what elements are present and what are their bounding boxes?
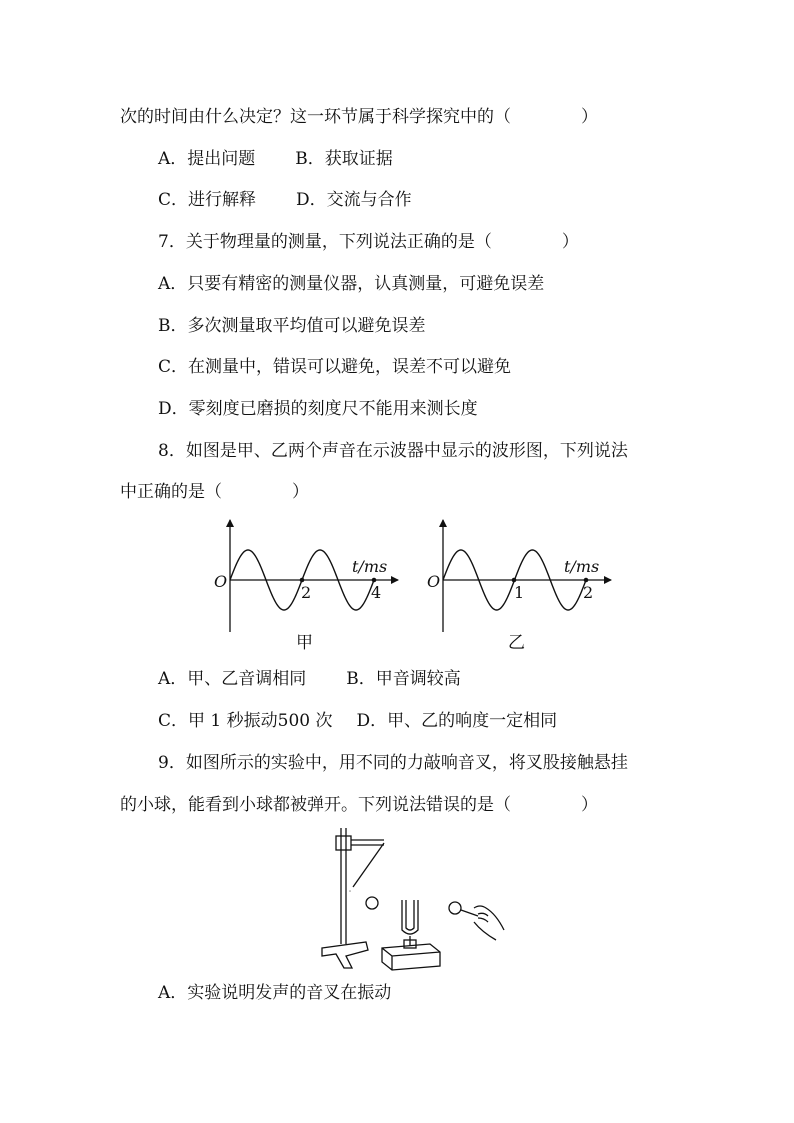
q8-option-b: B．甲音调较高 (346, 669, 461, 689)
pendulum-ball-rest (366, 897, 378, 909)
q9-stem-line1: 9．如图所示的实验中，用不同的力敲响音叉，将叉股接触悬挂 (158, 753, 628, 773)
q8-option-a: A．甲、乙音调相同 (158, 669, 307, 689)
q7-stem-text: 7．关于物理量的测量，下列说法正确的是（ (158, 232, 492, 252)
stand-clamp (336, 836, 351, 850)
hand (474, 906, 504, 940)
tick-dot (584, 578, 589, 583)
pendulum-string (353, 843, 384, 887)
q7-option-d: D．零刻度已磨损的刻度尺不能用来测长度 (158, 399, 478, 419)
q9-stem-text: 的小球，能看到小球都被弹开。下列说法错误的是（ (120, 795, 511, 815)
waveform-yi (427, 520, 611, 653)
figure-caption: 乙 (508, 633, 525, 653)
tick-label: 4 (371, 583, 382, 602)
hand-ball (449, 902, 461, 914)
tuning-fork-apparatus (322, 828, 504, 970)
tick-label: 2 (583, 583, 594, 602)
t-axis-label: t/ms (564, 557, 600, 576)
tick-dot (300, 578, 305, 583)
q8-options-row1 (158, 669, 461, 689)
q7-option-c: C．在测量中，错误可以避免，误差不可以避免 (158, 357, 512, 377)
tick-label: 1 (514, 583, 525, 602)
q8-options-row2 (158, 711, 557, 731)
q6-option-c: C．进行解释 (158, 190, 257, 210)
q8-option-d: D．甲、乙的响度一定相同 (356, 711, 558, 731)
q7-close-paren: ） (561, 232, 579, 252)
q7-option-b: B．多次测量取平均值可以避免误差 (158, 316, 426, 336)
q9-close-paren: ） (581, 795, 598, 815)
q8-close-paren: ） (292, 482, 309, 502)
tick-dot (512, 578, 517, 583)
stand-base (322, 942, 368, 968)
q8-option-c: C．甲 1 秒振动500 次 (158, 711, 333, 731)
figure-caption: 甲 (296, 633, 313, 653)
q9-stem-line2 (120, 795, 598, 815)
q9-option-a: A．实验说明发声的音叉在振动 (158, 983, 392, 1003)
q6-option-d: D．交流与合作 (296, 190, 412, 210)
q6-option-a: A．提出问题 (158, 149, 256, 169)
q6-option-b: B．获取证据 (295, 149, 393, 169)
tick-dot (372, 578, 377, 583)
q7-option-a: A．只要有精密的测量仪器，认真测量，可避免误差 (158, 274, 545, 294)
q8-stem-line1: 8．如图是甲、乙两个声音在示波器中显示的波形图，下列说法 (158, 441, 628, 461)
origin-label: O (214, 572, 228, 591)
q6-stem-text: 次的时间由什么决定？这一环节属于科学探究中的（ (120, 107, 511, 127)
waveform-jia (214, 520, 398, 653)
tuning-fork (402, 900, 418, 946)
q6-close-paren: ） (581, 107, 598, 127)
q8-stem-text: 中正确的是（ (120, 482, 222, 502)
origin-label: O (427, 572, 441, 591)
tick-label: 2 (301, 583, 312, 602)
ball-rod (461, 910, 478, 916)
t-axis-label: t/ms (352, 557, 388, 576)
